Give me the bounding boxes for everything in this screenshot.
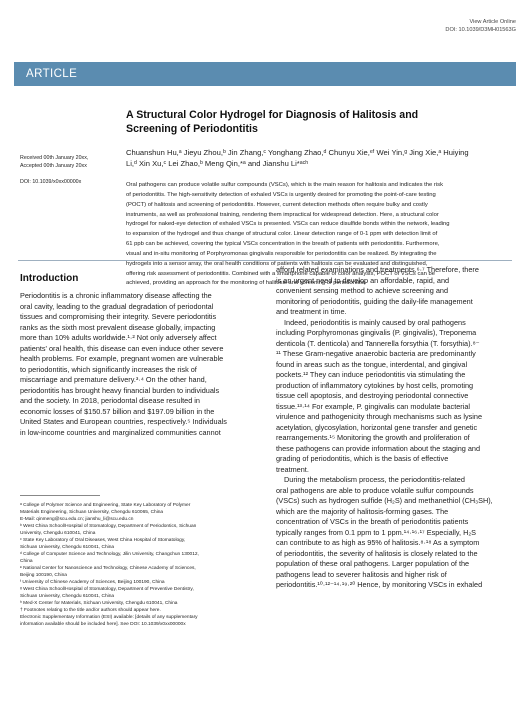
body-line: including Porphyromonas gingivalis (P. gingivalis), Treponema xyxy=(276,328,477,337)
abstract-line: to expansion of the hydrogel and thus change of structural color. Linear detection range of 0-1 ppm with detection limit of xyxy=(126,231,438,238)
body-line: During the metabolism process, the periodontitis-related xyxy=(284,475,465,484)
footnote-line: E-Mail: qinmeng@scu.edu.cn; jianshu_li@scu.edu.cn xyxy=(20,517,134,522)
body-line: tissue.¹³·¹⁴ For example, P. gingivalis can modulate bacterial xyxy=(276,401,471,411)
author-line: Chuanshun Hu,ᵃ Jieyu Zhou,ᵇ Jin Zhang,ᶜ Yonghang Zhao,ᵈ Chunyu Xie,ᵉᶠ Wei Yin,ᵍ Jing Xie,ᵃ Huiying xyxy=(126,148,469,157)
author-line: Li,ᵈ Xin Xu,ᶜ Lei Zhao,ᵇ Meng Qin,*ᵃ and Jianshu Li*ᵃᶜʰ xyxy=(126,158,309,168)
received-date: Received 00th January 20xx, xyxy=(20,155,89,161)
body-line: these pathogens can provide information about the staging and xyxy=(276,443,481,453)
title-line: A Structural Color Hydrogel for Diagnosis of Halitosis and xyxy=(126,109,419,121)
abstract-line: of periodontitis. The high-sensitivity detection of exhaled VSCs is urgently desired for promoting the point-of-care testing xyxy=(126,191,436,198)
footnote-line: † Footnotes relating to the title and/or authors should appear here. xyxy=(20,608,161,613)
body-line: Periodontitis is a chronic inflammatory disease affecting the xyxy=(20,291,212,300)
body-line: oral cavity, leading to the gradual degradation of periodontal xyxy=(20,301,214,311)
article-doi: DOI: 10.1039/x0xx00000x xyxy=(20,179,82,185)
body-line: grading of periodontitis, which is the basis of effective xyxy=(276,454,449,463)
body-line: ¹¹ These Gram-negative anaerobic bacteria are predominantly xyxy=(276,349,476,358)
view-article-online-link[interactable]: View Article Online xyxy=(469,19,516,25)
footnote-line: ᵈ College of Computer Science and Technology, Jilin University, Changchun 130012, xyxy=(20,552,199,557)
body-line: virulence and pathogenicity through mechanisms such as lysine xyxy=(276,412,483,421)
abstract-line: Oral pathogens can produce volatile sulfur compounds (VSCs), which is the main reason for halitosis and indicates the risk xyxy=(126,182,444,188)
body-line: acetylation, glycosylation, horizontal gene transfer and genetic xyxy=(276,422,478,432)
body-line: can contribute to as high as 95% of halitosis.⁸·¹⁸ As a symptom xyxy=(276,538,480,547)
body-line: United States and European countries, respectively.⁵ Individuals xyxy=(20,417,227,426)
article-type-banner xyxy=(14,62,516,86)
footnote-line: ᶜ State Key Laboratory of Oral Diseases, West China Hospital of Stomatology, xyxy=(20,538,186,543)
body-line: tissue cell apoptosis, and destroying periodontal connective xyxy=(276,391,469,400)
body-line: periodontitis has brought heavy financial burden to individuals xyxy=(20,385,220,395)
footnote-line: Electronic Supplementary Information (ESI) available: [details of any supplementary xyxy=(20,615,198,620)
title-line: Screening of Periodontitis xyxy=(126,122,258,135)
body-line: afford related examinations and treatments.⁶·⁷ Therefore, there xyxy=(276,265,479,274)
body-line: economic losses of $150.57 billion and $197.09 billion in the xyxy=(20,406,215,416)
abstract-line: instruments, as well as professional training, rendering them impractical for widespread detection. Here, a structural color xyxy=(126,211,439,218)
body-line: oral pathogens are able to produce volatile sulfur compounds xyxy=(276,485,474,495)
footnote-line: Sichuan University, Chengdu 610041, China xyxy=(20,594,115,599)
abstract-line: hydrogels into a sensor array, the oral health conditions of patients with halitosis can be evaluated and distinguished, xyxy=(126,260,428,267)
header-doi: DOI: 10.1039/D3MH01563G xyxy=(445,26,516,33)
body-line: rearrangements.¹⁵ Monitoring the growth and proliferation of xyxy=(276,433,470,442)
article-type-label: ARTICLE xyxy=(26,68,78,80)
body-line: and the society. In 2018, periodontal disease resulted in xyxy=(20,396,200,405)
body-line: Indeed, periodontitis is mainly caused by oral pathogens xyxy=(284,317,466,327)
footnote-line: ᵃ College of Polymer Science and Engineering, State Key Laboratory of Polymer xyxy=(20,503,191,508)
body-line: found in areas such as the tongue, interdental, and gingival xyxy=(276,359,468,369)
abstract-line: visual and in-situ monitoring of Porphyromonas gingivalis responsible for periodontitis can be realized. By integrating the xyxy=(126,250,437,257)
body-line: pockets.¹² They can induce periodontitis via stimulating the xyxy=(276,370,466,379)
body-line: more than 10% adults worldwide.¹·² Not only adversely affect xyxy=(20,333,217,342)
body-line: miscarriage and premature delivery.³·⁴ On the other hand, xyxy=(20,375,207,384)
body-line: production of inflammatory cytokines by host cells, promoting xyxy=(276,380,474,390)
body-line: ranks as the sixth most prevalent disease globally, impacting xyxy=(20,322,216,332)
abstract-line: offering risk assessment of periodontitis. Combined with a smartphone capable of color analysis, POCT of VSCs can be xyxy=(126,270,436,277)
abstract-line: hydrogel for naked-eye detection of exhaled VSCs is presented. VSCs can reduce disulfide bonds within the network, leading xyxy=(126,221,450,228)
body-line: tissues and compromising their integrity. Severe periodontitis xyxy=(20,312,217,321)
body-line: in low-income countries and marginalized communities cannot xyxy=(20,427,221,437)
body-line: monitoring of periodontitis, guiding the daily-life management xyxy=(276,296,473,306)
body-line: (VSCs) such as hydrogen sulfide (H₂S) and methanethiol (CH₃SH), xyxy=(276,496,493,505)
body-line: typically ranges from 0.1 ppm to 1 ppm.¹⁴·¹⁶·¹⁷ Especially, H₂S xyxy=(276,527,477,537)
introduction-heading: Introduction xyxy=(20,273,79,284)
body-line: denticola (T. denticola) and Tannerella forsythia (T. forsythia).⁸⁻ xyxy=(276,338,480,348)
body-line: of periodontitis, the severity of halitosis is closely related to the xyxy=(276,548,478,558)
body-line: pathogens lead to severer halitosis and higher risk of xyxy=(276,569,447,579)
author-list xyxy=(126,148,510,169)
body-line: periodontitis.¹⁰·¹²⁻¹⁴·¹⁹·²⁰ Hence, by monitoring VSCs in exhaled xyxy=(276,580,483,589)
footnote-line: Materials Engineering, Sichuan University, Chengdu 610065, China xyxy=(20,510,164,515)
body-line: to periodontitis, which significantly increases the risk of xyxy=(20,364,197,374)
body-line: health problems. For example, pregnant women are vulnerable xyxy=(20,354,224,363)
footnote-line: Beijing 100190, China xyxy=(20,573,67,578)
body-line: is an urgent need to develop an affordable, rapid, and xyxy=(276,275,450,285)
section-divider xyxy=(18,260,512,261)
accepted-date: Accepted 00th January 20xx xyxy=(20,163,87,169)
body-line: concentration of VSCs in the breath of periodontitis patients xyxy=(276,517,469,526)
body-line: which are the majority of halitosis-forming gases. The xyxy=(276,506,449,516)
abstract-line: (POCT) of halitosis and screening of periodontitis. However, current detection methods often require bulky and costly xyxy=(126,201,428,208)
abstract-line: achieved, providing an approach for the monitoring of halitosis and screening of periodontitis. xyxy=(126,280,367,287)
footnote-line: ᶠ University of Chinese Academy of Sciences, Beijing 100190, China xyxy=(20,580,165,585)
footnote-rule xyxy=(20,495,100,496)
abstract-line: 61 ppb can be achieved, covering the typical VSCs concentration in the breath of patients with periodontitis. Furthermore, xyxy=(126,241,440,248)
article-header-info xyxy=(445,19,516,34)
body-line: convenient sensing method to achieve screening and xyxy=(276,286,448,295)
footnote-line: Sichuan University, Chengdu 610041, China xyxy=(20,545,115,550)
affiliation-footnotes xyxy=(20,502,260,628)
body-line: patients' oral health, this disease can even induce other severe xyxy=(20,343,224,353)
footnote-line: China xyxy=(20,559,33,564)
footnote-line: ᵇ West China School/Hospital of Stomatology, Department of Periodontics, Sichuan xyxy=(20,524,197,529)
body-line: and treatment in time. xyxy=(276,307,347,316)
footnote-line: ᵍ West China School/Hospital of Stomatology, Department of Preventive Dentistry, xyxy=(20,587,194,592)
article-title xyxy=(126,109,506,136)
footnote-line: information available should be included here]. See DOI: 10.1039/x0xx00000x xyxy=(20,622,186,627)
intro-left-column xyxy=(20,291,252,438)
body-line: population of these oral pathogens. Larger population of the xyxy=(276,559,470,568)
footnote-line: ᵉ National Center for Nanoscience and Technology, Chinese Academy of Sciences, xyxy=(20,566,196,571)
intro-right-column xyxy=(276,265,512,591)
body-line: treatment. xyxy=(276,464,309,474)
footnote-line: ʰ Med-X Center for Materials, Sichuan University, Chengdu 610041, China xyxy=(20,601,178,606)
footnote-line: University, Chengdu 610041, China xyxy=(20,531,96,536)
